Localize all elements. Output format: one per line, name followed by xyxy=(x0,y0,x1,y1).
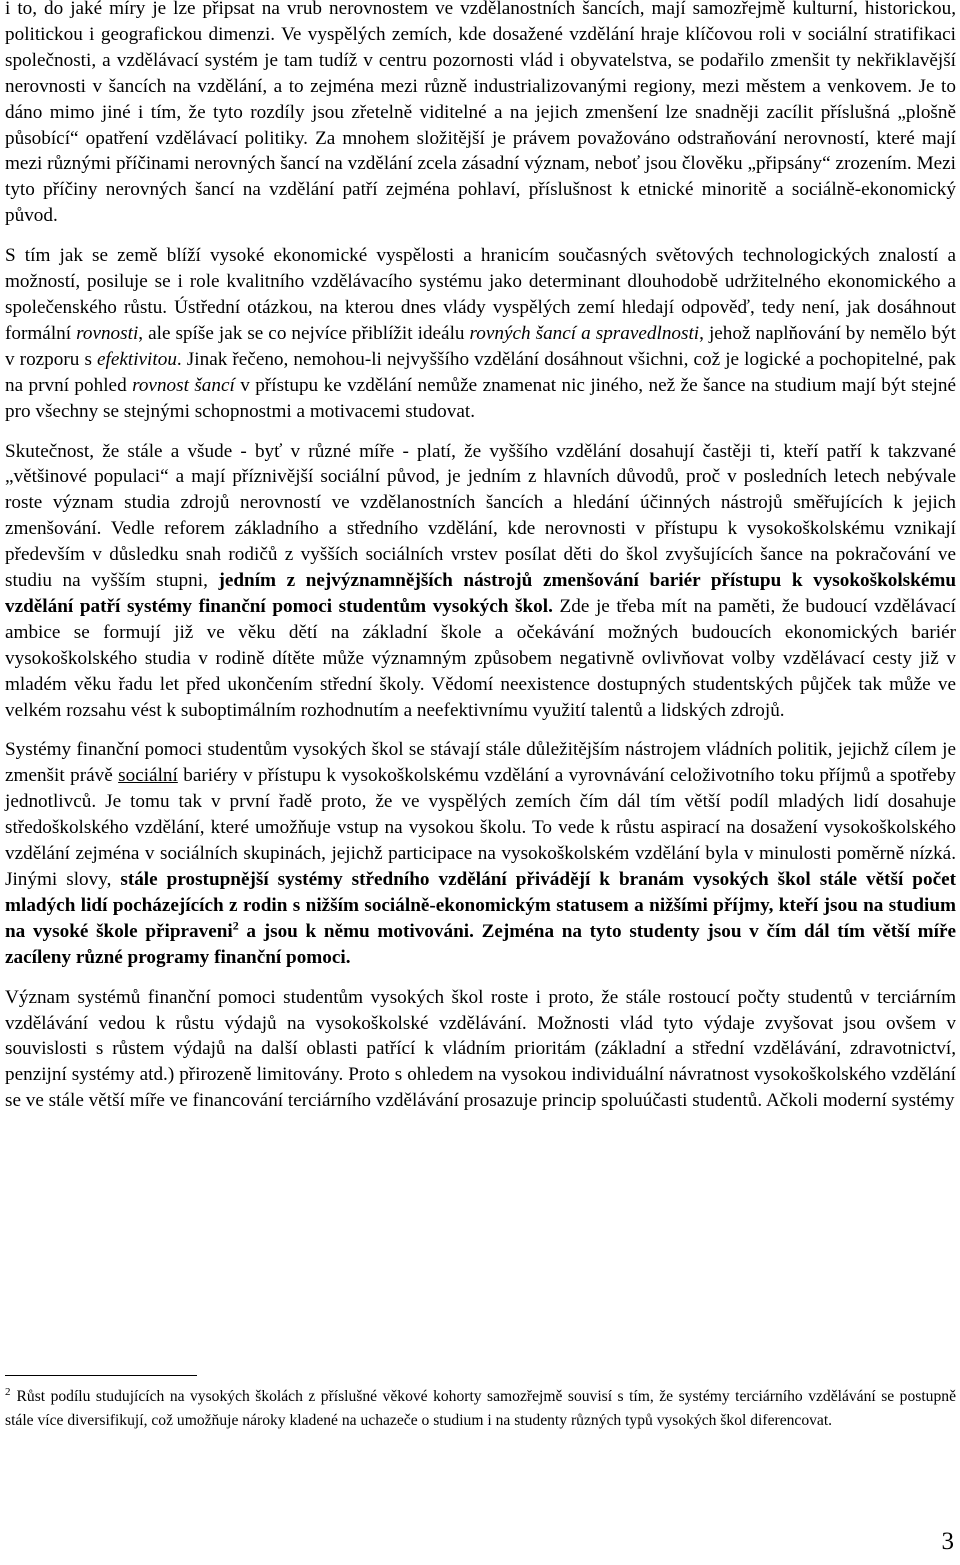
paragraph-3-text-a: Skutečnost, že stále a všude - byť v různé míře - platí, že vyššího vzdělání dosahují častěji ti, kteří patří k takzvané „většinové populaci“ a mají příznivější sociální původ, je jedním z hlavních důvodů, proč v posledních letech nebývale roste význam studia zdrojů nerovností ve vzdělanostních šancích a hledání účinných nástrojů směřujících k jejich zmenšování. Vedle reforem základního a středního vzdělání, kde nerovnosti v přístupu k vysokoškolskému vznikají především v důsledku snah rodičů z vyšších sociálních vrstev posílat děti do škol zvyšujících šance na pokračování ve studiu na vyšším stupni, xyxy=(5,440,956,592)
paragraph-5-text: Význam systémů finanční pomoci studentům vysokých škol roste i proto, že stále rostoucí počty studentů v terciárním vzdělávání vedou k růstu výdajů na vysokoškolské vzdělávání. Možnosti vlád tyto výdaje zvyšovat jsou ovšem v souvislosti s růstem výdajů na další oblasti patřící k vládním prioritám (základní a střední vzdělávání, zdravotnictví, penzijní systémy atd.) přirozeně limitovány. Proto s ohledem na vysokou individuální návratnost vysokoškolského vzdělání se ve stále větší míře ve financování terciárního vzdělávání prosazuje princip spoluúčasti studentů. Ačkoli moderní systémy xyxy=(5,986,956,1112)
paragraph-3-bold: jedním z nejvýznamnějších nástrojů zmenšování bariér přístupu k vysokoškolskému vzdělání patří systémy finanční pomoci studentům vysokých škol. xyxy=(5,570,956,617)
footnote-separator xyxy=(5,1375,197,1376)
underlined-term-socialni: sociální xyxy=(118,765,178,787)
footnote-text: Růst podílu studujících na vysokých školách z příslušné věkové kohorty samozřejmě souvisí s tím, že systémy terciárního vzdělávání se postupně stále více diversifikují, což umožňuje nároky kladené na uchazeče o studium i na studenty různých typů vysokých škol diferencovat. xyxy=(5,1388,956,1429)
paragraph-3-text-b: Zde je třeba mít na paměti, že budoucí vzdělávací ambice se formují již ve věku dětí na základní škole a očekávání možných budoucích ekonomických bariér vysokoškolského studia v rodině dítěte může významným způsobem negativně ovlivňovat volby vzdělávací cesty již v mladém věku řadu let před ukončením střední školy. Vědomí neexistence dostupných studentských půjček tak může ve velkém rozsahu vést k suboptimálním rozhodnutím a neefektivnímu využití talentů a lidských zdrojů. xyxy=(5,595,957,721)
paragraph-3 xyxy=(5,439,956,724)
paragraph-2 xyxy=(5,243,956,424)
paragraph-4-bold-a: stále prostupnější systémy středního vzdělání přivádějí k branám vysokých škol stále větší počet mladých lidí pocházejících z rodin s nižším sociálně-ekonomickým statusem a nižšími příjmy, kteří jsou na studium na vysoké škole připraveni xyxy=(5,869,956,942)
paragraph-4-text-b: bariéry v přístupu k vysokoškolskému vzdělání a vyrovnávání celoživotního toku příjmů a spotřeby jednotlivců. Je tomu tak v první řadě proto, že ve vyspělých zemích čím dál tím větší podíl mladých lidí dosahuje středoškolského vzdělání, které umožňuje vstup na vysokou školu. To vede k růstu aspirací na dosažení vysokoškolského vzdělání zejména v sociálních skupinách, jejichž participace na vysokoškolském vzdělání byla v minulosti poměrně nízká. Jinými slovy, xyxy=(5,765,956,890)
italic-term-rovnosti: rovnosti xyxy=(76,322,139,344)
paragraph-1-text: i to, do jaké míry je lze připsat na vrub nerovnostem ve vzdělanostních šancích, mají samozřejmě kulturní, historickou, politickou i geografickou dimenzi. Ve vyspělých zemích, kde dosažené vzdělání hraje klíčovou roli v sociální stratifikaci společnosti, a vzdělávací systém je tam tudíž v centru pozornosti vlád i obyvatelstva, se podařilo zmenšit ty nekřiklavější nerovnosti v šancích na vzdělání, a to zejména mezi různě industrializovanými regiony, mezi městem a venkovem. Je to dáno mimo jiné i tím, že tyto rozdíly jsou zřetelně viditelné a na jejich zmenšení lze snadněji zacílit příslušná „plošně působící“ opatření vzdělávací politiky. Za mnohem složitější je právem považováno odstraňování nerovností, které mají mezi různými příčinami nerovných šancí na vzdělání zcela zásadní význam, neboť jsou člověku „připsány“ zrozením. Mezi tyto příčiny nerovných šancí na vzdělání patří zejména pohlaví, příslušnost k etnické minoritě a sociálně-ekonomický původ. xyxy=(5,0,956,227)
paragraph-4-bold-b: a jsou k němu motivováni. Zejména na tyto studenty jsou v čím dál tím větší míře zacíleny různé programy finanční pomoci. xyxy=(5,920,956,968)
paragraph-2-text-c: , jehož naplňování by nemělo být v rozporu s xyxy=(5,322,956,370)
document-page xyxy=(5,0,956,1128)
italic-term-rovnych-sanci: rovných šancí a spravedlnosti xyxy=(469,322,700,344)
italic-term-efektivitou: efektivitou xyxy=(97,348,177,370)
paragraph-2-text-e: v přístupu ke vzdělání nemůže znamenat nic jiného, než že šance na studium mají být stejné pro všechny se stejnými schopnostmi a motivacemi studovat. xyxy=(5,374,956,422)
footnote-mark: 2 xyxy=(5,1385,11,1398)
paragraph-2-text-d: . Jinak řečeno, nemohou-li nejvyššího vzdělání dosáhnout všichni, což je logické a pochopitelné, pak na první pohled xyxy=(5,348,956,396)
paragraph-2-text-b: , ale spíše jak se co nejvíce přiblížit ideálu xyxy=(138,322,470,344)
paragraph-5 xyxy=(5,985,956,1115)
page-number: 3 xyxy=(941,1528,954,1555)
footnote xyxy=(5,1385,956,1432)
paragraph-2-text-a: S tím jak se země blíží vysoké ekonomické vyspělosti a hranicím současných světových technologických znalostí a možností, posiluje se i role kvalitního vzdělávacího systému jako determinant dlouhodobě udržitelného ekonomického a společenského růstu. Ústřední otázkou, na kterou dnes vlády vyspělých zemí hledají odpověď, tedy není, jak dosáhnout formální xyxy=(5,245,956,344)
paragraph-4-text-a: Systémy finanční pomoci studentům vysokých škol se stávají stále důležitějším nástrojem vládních politik, jejichž cílem je zmenšit právě xyxy=(5,739,956,787)
italic-term-rovnost-sanci: rovnost šancí xyxy=(132,374,235,396)
footnote-reference[interactable]: 2 xyxy=(232,918,239,933)
paragraph-4 xyxy=(5,737,956,970)
paragraph-1 xyxy=(5,0,956,229)
